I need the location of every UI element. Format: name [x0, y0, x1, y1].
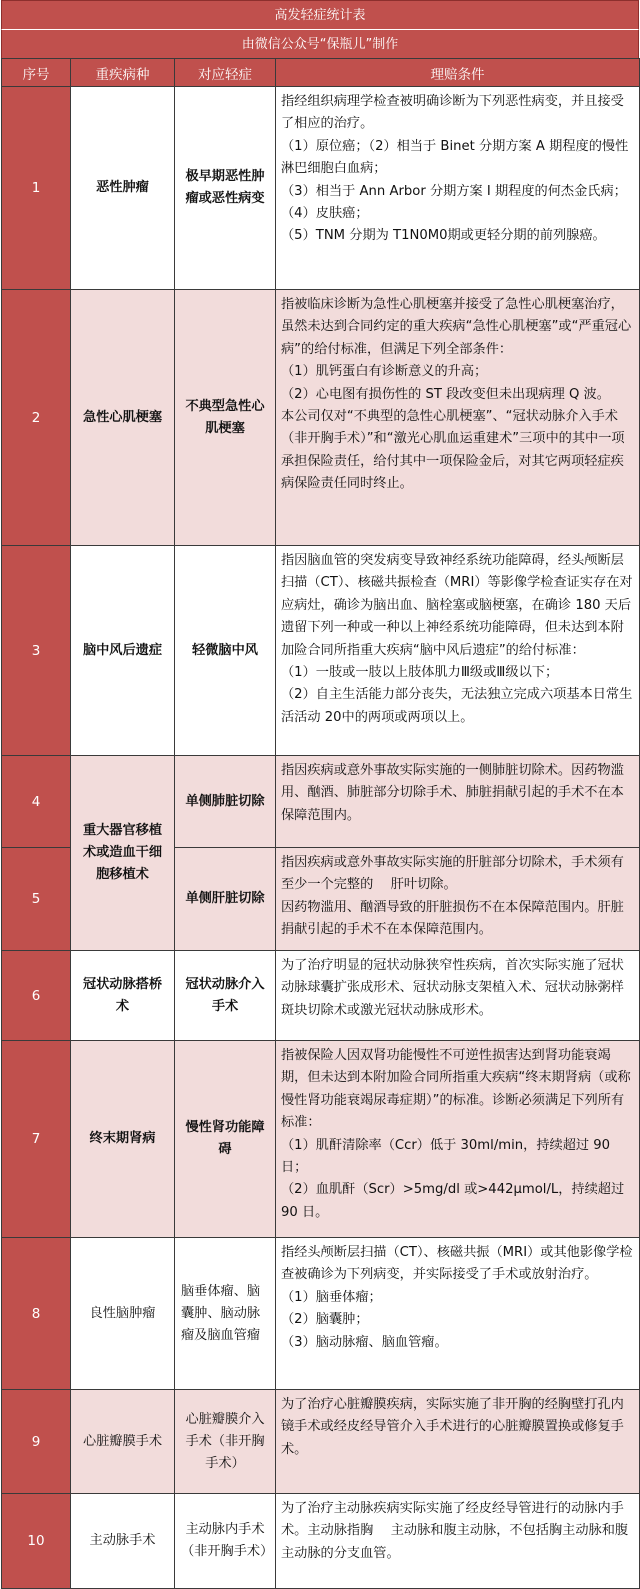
row-number: 3 — [2, 546, 71, 756]
row-number: 2 — [2, 290, 71, 546]
header-condition: 理赔条件 — [276, 59, 640, 87]
condition-line: （2）脑囊肿； — [281, 1312, 369, 1328]
condition-line: （1）一肢或一肢以上肢体肌力Ⅲ级或Ⅲ级以下； — [281, 665, 559, 681]
condition-line: （3）相当于 Ann Arbor 分期方案 I 期程度的何杰金氏病； — [281, 183, 627, 199]
table-row — [2, 1494, 640, 1589]
condition-line: 指被保险人因双肾功能慢性不可逆性损害达到肾功能衰竭期，但未达到本附加险合同所指重大疾病“终末期肾病（或称慢性肾功能衰竭尿毒症期）”的标准。诊断必须满足下列所有标准： — [281, 1048, 631, 1131]
condition-line: （2）血肌酐（Scr）>5mg/dl 或>442μmol/L，持续超过 90 日。 — [281, 1182, 625, 1220]
table-row — [2, 87, 640, 290]
mild-cell: 冠状动脉介入手术 — [175, 951, 276, 1041]
condition-cell — [276, 87, 640, 290]
table-row — [2, 1238, 640, 1390]
condition-line: 指被临床诊断为急性心肌梗塞并接受了急性心肌梗塞治疗，虽然未达到合同约定的重大疾病“急性心肌梗塞”或“严重冠心病”的给付标准，但满足下列全部条件： — [281, 297, 632, 357]
condition-line: 本公司仅对“不典型的急性心肌梗塞”、“冠状动脉介入手术（非开胸手术）”和“激光心肌血运重建术”三项中的其中一项承担保险责任，给付其中一项保险金后，对其它两项轻症疾病保险责任同时终止。 — [281, 409, 625, 492]
row-number: 9 — [2, 1390, 71, 1494]
disease-cell: 主动脉手术 — [71, 1494, 175, 1589]
table-row — [2, 951, 640, 1041]
condition-cell — [276, 848, 640, 951]
disease-cell: 恶性肿瘤 — [71, 87, 175, 290]
row-number: 7 — [2, 1041, 71, 1238]
header-disease: 重疾病种 — [71, 59, 175, 87]
condition-line: 为了治疗心脏瓣膜疾病，实际实施了非开胸的经胸壁打孔内镜手术或经皮经导管介入手术进行的心脏瓣膜置换或修复手术。 — [281, 1397, 624, 1457]
disease-cell: 终末期肾病 — [71, 1041, 175, 1238]
condition-cell — [276, 1041, 640, 1238]
condition-line: 指因疾病或意外事故实际实施的肝脏部分切除术，手术须有至少一个完整的 肝叶切除。 — [281, 855, 624, 893]
mild-cell: 极早期恶性肿瘤或恶性病变 — [175, 87, 276, 290]
condition-cell — [276, 546, 640, 756]
condition-cell — [276, 1494, 640, 1589]
table-row — [2, 756, 640, 848]
disease-cell: 心脏瓣膜手术 — [71, 1390, 175, 1494]
condition-line: 指经头颅断层扫描（CT）、核磁共振（MRI）或其他影像学检查被确诊为下列病变，并实际接受了手术或放射治疗。 — [281, 1245, 633, 1283]
condition-line: （1）肌酐清除率（Ccr）低于 30ml/min，持续超过 90 日； — [281, 1137, 611, 1176]
condition-line: 为了治疗主动脉疾病实际实施了经皮经导管进行的动脉内手术。主动脉指胸 主动脉和腹主动脉，不包括胸主动脉和腹主动脉的分支血管。 — [281, 1501, 629, 1561]
condition-line: （5）TNM 分期为 T1N0M0期或更轻分期的前列腺癌。 — [281, 228, 606, 244]
condition-line: 指因脑血管的突发病变导致神经系统功能障碍，经头颅断层扫描（CT）、核磁共振检查（MRI）等影像学检查证实存在对应病灶，确诊为脑出血、脑栓塞或脑梗塞，在确诊 180 天后遗留下列一种或一种以上神经系统功能障碍，但未达到本附加险合同所指重大疾病“脑中风后遗症”的给付标准： — [281, 553, 633, 658]
disease-cell: 急性心肌梗塞 — [71, 290, 175, 546]
header-row — [2, 59, 640, 87]
disease-cell: 脑中风后遗症 — [71, 546, 175, 756]
condition-line: 指因疾病或意外事故实际实施的一侧肺脏切除术。因药物滥用、酗酒、肺脏部分切除手术、肺脏捐献引起的手术不在本保障范围内。 — [281, 763, 624, 823]
condition-line: （3）脑动脉瘤、脑血管瘤。 — [281, 1334, 448, 1350]
condition-cell — [276, 290, 640, 546]
mild-cell: 单侧肝脏切除 — [175, 848, 276, 951]
mild-cell: 单侧肺脏切除 — [175, 756, 276, 848]
header-no: 序号 — [2, 59, 71, 87]
condition-line: （1）肌钙蛋白有诊断意义的升高； — [281, 364, 488, 380]
mild-cell: 脑垂体瘤、脑囊肿、脑动脉瘤及脑血管瘤 — [175, 1238, 276, 1390]
header-mild: 对应轻症 — [175, 59, 276, 87]
row-number: 6 — [2, 951, 71, 1041]
condition-line: （1）脑垂体瘤； — [281, 1289, 382, 1305]
table-row — [2, 290, 640, 546]
claims-table — [1, 58, 640, 1589]
table-row — [2, 1390, 640, 1494]
disease-cell: 重大器官移植术或造血干细胞移植术 — [71, 756, 175, 951]
condition-cell — [276, 1238, 640, 1390]
table-subtitle: 由微信公众号“保瓶儿”制作 — [1, 29, 639, 58]
mild-cell: 主动脉内手术（非开胸手术） — [175, 1494, 276, 1589]
condition-line: 指经组织病理学检查被明确诊断为下列恶性病变，并且接受了相应的治疗。 — [281, 94, 624, 132]
condition-cell — [276, 951, 640, 1041]
mild-cell: 轻微脑中风 — [175, 546, 276, 756]
condition-line: 为了治疗明显的冠状动脉狭窄性疾病，首次实际实施了冠状动脉球囊扩张成形术、冠状动脉支架植入术、冠状动脉粥样斑块切除术或激光冠状动脉成形术。 — [281, 958, 624, 1018]
table-row — [2, 546, 640, 756]
condition-cell — [276, 756, 640, 848]
condition-line: （2）自主生活能力部分丧失，无法独立完成六项基本日常生活活动 20中的两项或两项以上。 — [281, 687, 633, 725]
row-number: 5 — [2, 848, 71, 951]
page — [1, 0, 639, 1589]
condition-line: 因药物滥用、酗酒导致的肝脏损伤不在本保障范围内。肝脏捐献引起的手术不在本保障范围内。 — [281, 899, 624, 938]
row-number: 8 — [2, 1238, 71, 1390]
row-number: 10 — [2, 1494, 71, 1589]
table-row — [2, 1041, 640, 1238]
mild-cell: 心脏瓣膜介入手术（非开胸手术） — [175, 1390, 276, 1494]
mild-cell: 慢性肾功能障碍 — [175, 1041, 276, 1238]
disease-cell: 良性脑肿瘤 — [71, 1238, 175, 1390]
row-number: 1 — [2, 87, 71, 290]
mild-cell: 不典型急性心肌梗塞 — [175, 290, 276, 546]
row-number: 4 — [2, 756, 71, 848]
condition-line: （4）皮肤癌； — [281, 206, 369, 222]
condition-line: （2）心电图有损伤性的 ST 段改变但未出现病理 Q 波。 — [281, 386, 610, 402]
table-title: 高发轻症统计表 — [1, 0, 639, 29]
condition-line: （1）原位癌；（2）相当于 Binet 分期方案 A 期程度的慢性淋巴细胞白血病； — [281, 138, 629, 177]
disease-cell: 冠状动脉搭桥术 — [71, 951, 175, 1041]
condition-cell — [276, 1390, 640, 1494]
